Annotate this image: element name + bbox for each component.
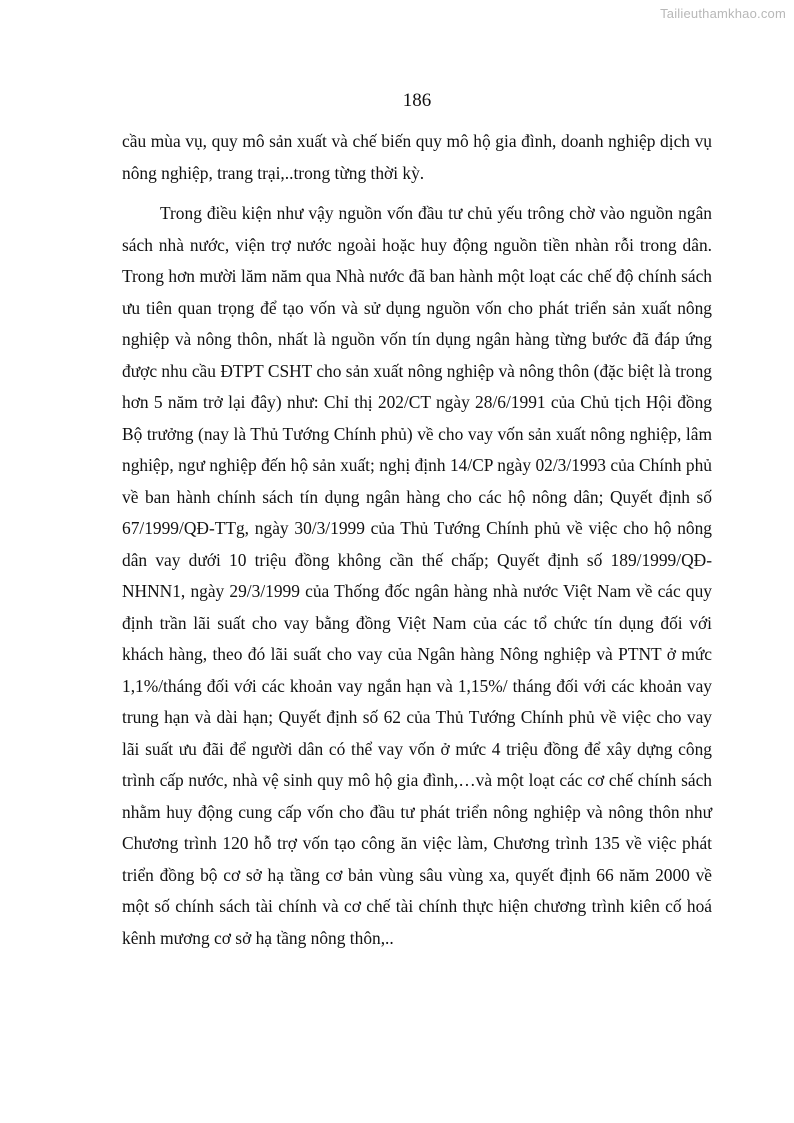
paragraph-continuation: cầu mùa vụ, quy mô sản xuất và chế biến quy mô hộ gia đình, doanh nghiệp dịch vụ nông nghiệp, trang trại,..trong từng thời kỳ. (122, 131, 712, 183)
watermark: Tailieuthamkhao.com (660, 6, 786, 21)
document-body (122, 126, 712, 954)
page-number: 186 (402, 90, 432, 111)
paragraph-main: Trong điều kiện như vậy nguồn vốn đầu tư chủ yếu trông chờ vào nguồn ngân sách nhà nước, viện trợ nước ngoài hoặc huy động nguồn tiền nhàn rỗi trong dân. Trong hơn mười lăm năm qua Nhà nước đã ban hành một loạt các chế độ chính sách ưu tiên quan trọng để tạo vốn và sử dụng nguồn vốn cho phát triển sản xuất nông nghiệp và nông thôn, nhất là nguồn vốn tín dụng ngân hàng từng bước đã đáp ứng được nhu cầu ĐTPT CSHT cho sản xuất nông nghiệp và nông thôn (đặc biệt là trong hơn 5 năm trở lại đây) như: Chỉ thị 202/CT ngày 28/6/1991 của Chủ tịch Hội đồng Bộ trưởng (nay là Thủ Tướng Chính phủ) về cho vay vốn sản xuất nông nghiệp, lâm nghiệp, ngư nghiệp đến hộ sản xuất; nghị định 14/CP ngày 02/3/1993 của Chính phủ về ban hành chính sách tín dụng ngân hàng cho các hộ nông dân; Quyết định số 67/1999/QĐ-TTg, ngày 30/3/1999 của Thủ Tướng Chính phủ về việc cho hộ nông dân vay dưới 10 triệu đồng không cần thế chấp; Quyết định số 189/1999/QĐ-NHNN1, ngày 29/3/1999 của Thống đốc ngân hàng nhà nước Việt Nam về các quy định trần lãi suất cho vay bằng đồng Việt Nam của các tổ chức tín dụng đối với khách hàng, theo đó lãi suất cho vay của Ngân hàng Nông nghiệp và PTNT ở mức 1,1%/tháng đối với các khoản vay ngắn hạn và 1,15%/ tháng đối với các khoản vay trung hạn và dài hạn; Quyết định số 62 của Thủ Tướng Chính phủ về việc cho vay lãi suất ưu đãi để người dân có thể vay vốn ở mức 4 triệu đồng để xây dựng công trình cấp nước, nhà vệ sinh quy mô hộ gia đình,…và một loạt các cơ chế chính sách nhằm huy động cung cấp vốn cho đầu tư phát triển nông nghiệp và nông thôn như Chương trình 120 hỗ trợ vốn tạo công ăn việc làm, Chương trình 135 về việc phát triển đồng bộ cơ sở hạ tầng cơ bản vùng sâu vùng xa, quyết định 66 năm 2000 về một số chính sách tài chính và cơ chế tài chính thực hiện chương trình kiên cố hoá kênh mương cơ sở hạ tầng nông thôn,.. (122, 203, 712, 948)
